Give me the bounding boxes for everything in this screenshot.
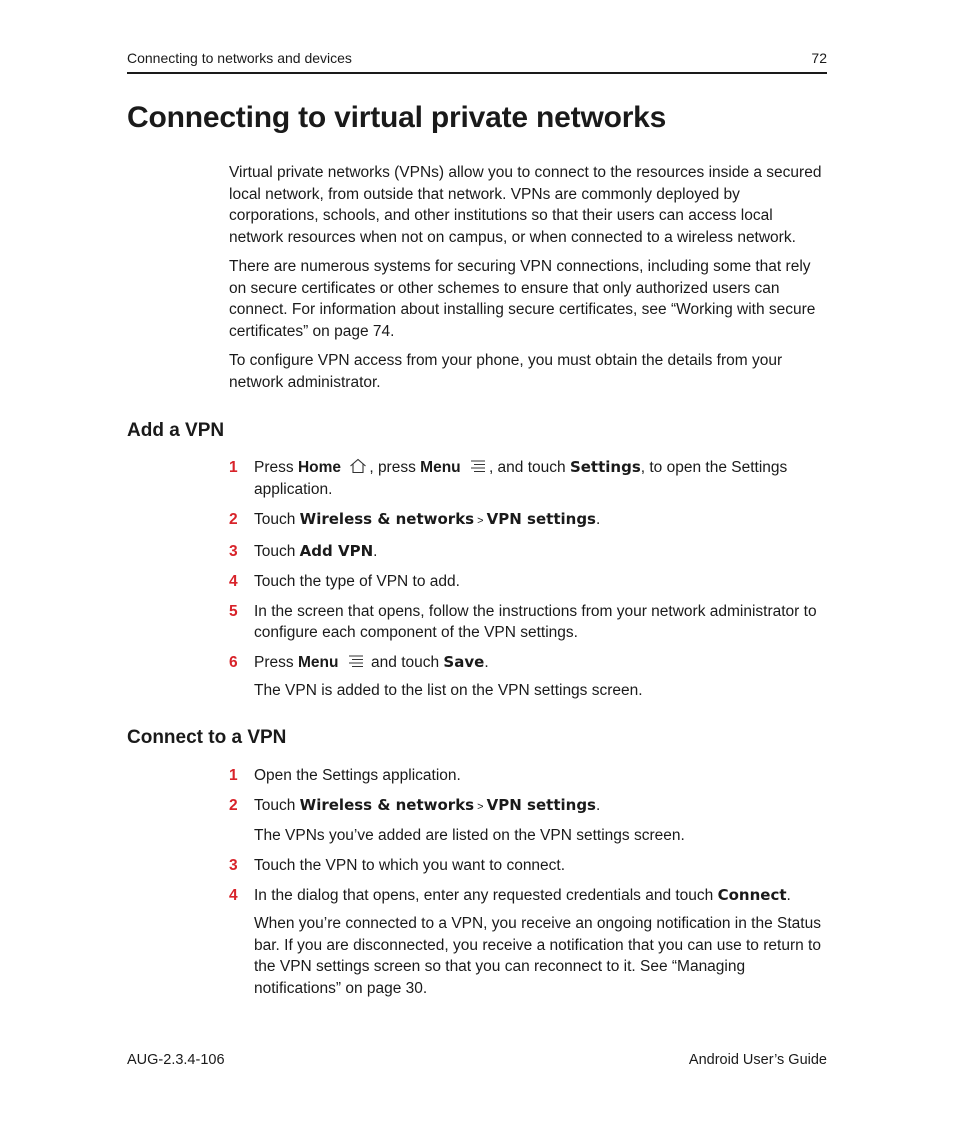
step-number: 5 (229, 602, 238, 620)
step-number: 3 (229, 542, 238, 560)
menu-key-label: Menu (420, 459, 461, 476)
step-text: . (373, 542, 378, 560)
step-item (229, 885, 829, 999)
step-text: . (786, 887, 791, 904)
step-number: 1 (229, 767, 238, 784)
step-text: Press (254, 459, 298, 476)
heading-add-vpn: Add a VPN (127, 420, 225, 441)
step-item (229, 541, 829, 563)
footer-doc-id: AUG-2.3.4-106 (127, 1052, 225, 1068)
step-text: . (484, 654, 489, 671)
intro-paragraph: Virtual private networks (VPNs) allow you to connect to the resources inside a secured local network, from outside that network. VPNs are commonly deployed by corporations, schools, and other institutions so that their users can access local network resources when not on campus, or when connected to a wireless network. (229, 164, 822, 246)
intro-paragraph: To configure VPN access from your phone, you must obtain the details from your network administrator. (229, 352, 783, 391)
step-item (229, 601, 829, 644)
step-text: , press (369, 459, 421, 476)
step-text: Touch (254, 510, 300, 528)
step-text: . (595, 797, 601, 814)
wireless-networks-label: Wireless & networks (299, 509, 475, 528)
header-page-number: 72 (811, 50, 827, 66)
step-text: Open the Settings application. (254, 767, 461, 784)
step-text: Touch the VPN to which you want to connect. (254, 857, 566, 874)
step-number: 2 (229, 510, 238, 528)
menu-separator: > (474, 801, 487, 813)
settings-label: Settings (569, 458, 641, 476)
step-item (229, 795, 829, 847)
step-number: 4 (229, 572, 238, 590)
step-text: and touch (366, 654, 444, 671)
step-text: In the dialog that opens, enter any requested credentials and touch (254, 887, 718, 904)
step-item (229, 855, 829, 877)
connect-vpn-steps (229, 765, 829, 1008)
home-icon (349, 458, 367, 474)
running-header (127, 48, 827, 74)
step-item (229, 571, 829, 593)
wireless-networks-label: Wireless & networks (299, 796, 475, 814)
step-note: The VPN is added to the list on the VPN settings screen. (254, 682, 643, 699)
step-text: Touch (254, 542, 300, 560)
intro-section (229, 162, 829, 401)
intro-paragraph: There are numerous systems for securing VPN connections, including some that rely on secure certificates or other schemes to ensure that only authorized users can connect. For information about installing secure certificates, see “Working with secure certificates” on page 74. (229, 258, 816, 340)
vpn-settings-label: VPN settings (486, 509, 596, 528)
step-item (229, 457, 829, 500)
step-item (229, 509, 829, 533)
page-title: Connecting to virtual private networks (127, 101, 667, 134)
step-text: . (595, 510, 601, 528)
step-text: , to open the Settings application. (254, 459, 788, 498)
step-text: , and touch (488, 459, 570, 476)
step-number: 3 (229, 857, 238, 874)
add-vpn-label: Add VPN (299, 541, 374, 560)
step-text: In the screen that opens, follow the instructions from your network administrator to configure each component of the VPN settings. (254, 602, 817, 641)
connect-label: Connect (717, 886, 787, 904)
header-section-title: Connecting to networks and devices (127, 50, 352, 66)
step-number: 2 (229, 797, 238, 814)
step-text: Touch (254, 797, 300, 814)
home-key-label: Home (297, 459, 342, 476)
add-vpn-steps (229, 457, 829, 710)
step-item (229, 765, 829, 787)
menu-separator: > (474, 514, 487, 527)
heading-connect-vpn: Connect to a VPN (127, 727, 287, 748)
vpn-settings-label: VPN settings (486, 796, 596, 814)
step-text: Press (254, 654, 298, 671)
menu-key-label: Menu (297, 654, 339, 671)
step-note: When you’re connected to a VPN, you receive an ongoing notification in the Status bar. If you are disconnected, you receive a notification that you can use to return to the VPN settings screen so that you can reconnect to it. See “Managing notifications” on page 30. (254, 915, 821, 997)
save-label: Save (443, 653, 485, 671)
step-note: The VPNs you’ve added are listed on the VPN settings screen. (254, 827, 685, 844)
step-number: 6 (229, 654, 238, 671)
step-number: 1 (229, 459, 238, 476)
step-item (229, 652, 829, 702)
step-number: 4 (229, 887, 238, 904)
step-text: Touch the type of VPN to add. (254, 572, 460, 590)
menu-icon (469, 459, 487, 474)
footer-guide-title: Android User’s Guide (688, 1052, 827, 1068)
menu-icon (347, 654, 365, 669)
